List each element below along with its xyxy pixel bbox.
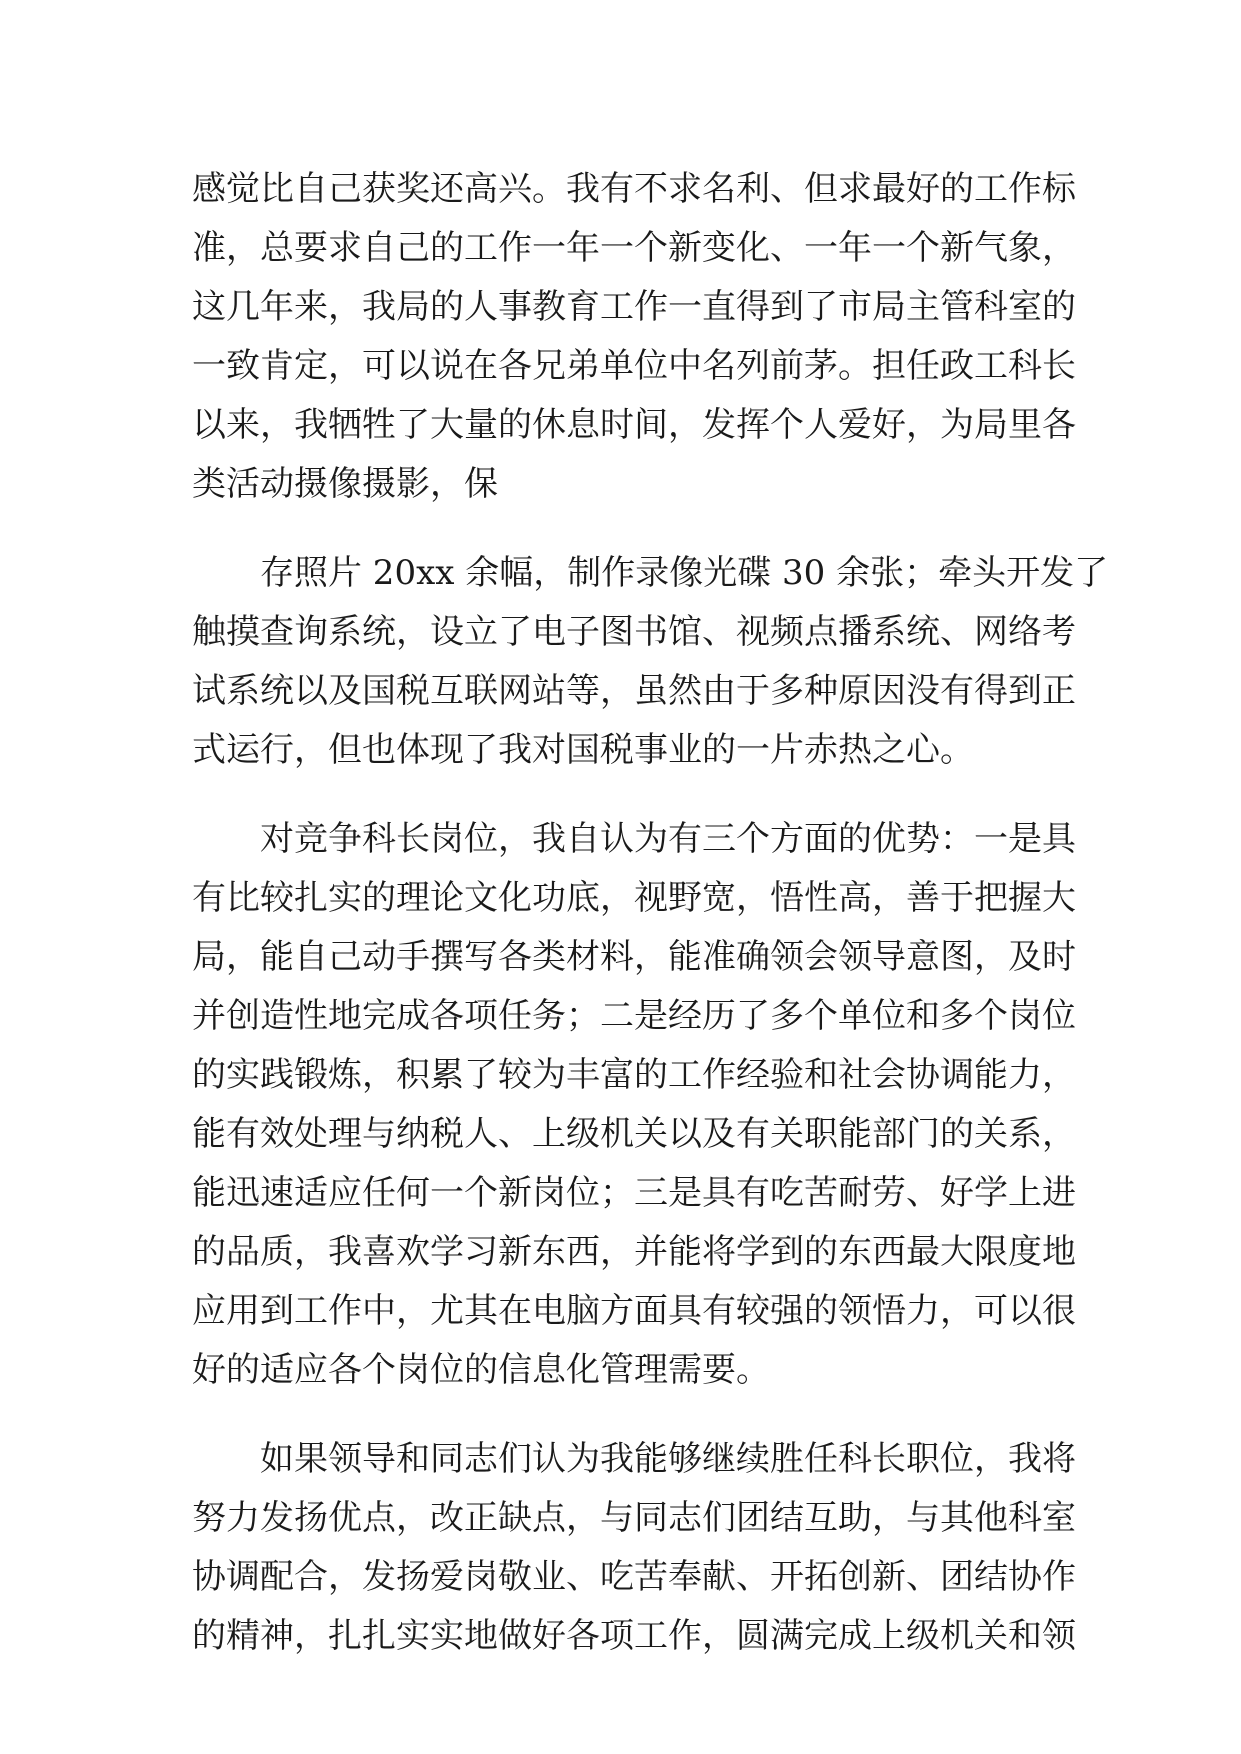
paragraph-gap bbox=[192, 780, 1058, 810]
text-line: 能迅速适应任何一个新岗位；三是具有吃苦耐劳、好学上进 bbox=[192, 1173, 1076, 1213]
text-line: 以来，我牺牲了大量的休息时间，发挥个人爱好，为局里各 bbox=[192, 405, 1076, 445]
text-line: 的实践锻炼，积累了较为丰富的工作经验和社会协调能力， bbox=[192, 1055, 1076, 1095]
paragraph bbox=[192, 1430, 1076, 1666]
text-line: 试系统以及国税互联网站等，虽然由于多种原因没有得到正 bbox=[192, 671, 1076, 711]
text-line: 好的适应各个岗位的信息化管理需要。 bbox=[192, 1350, 770, 1390]
text-line: 的精神，扎扎实实地做好各项工作，圆满完成上级机关和领 bbox=[192, 1616, 1076, 1656]
text-line: 一致肯定，可以说在各兄弟单位中名列前茅。担任政工科长 bbox=[192, 346, 1076, 386]
text-line: 的品质，我喜欢学习新东西，并能将学到的东西最大限度地 bbox=[192, 1232, 1076, 1272]
text-line: 能有效处理与纳税人、上级机关以及有关职能部门的关系， bbox=[192, 1114, 1076, 1154]
text-line: 感觉比自己获奖还高兴。我有不求名利、但求最好的工作标 bbox=[192, 169, 1076, 209]
text-line: 努力发扬优点，改正缺点，与同志们团结互助，与其他科室 bbox=[192, 1498, 1076, 1538]
text-line: 类活动摄像摄影，保 bbox=[192, 464, 498, 504]
text-line: 应用到工作中，尤其在电脑方面具有较强的领悟力，可以很 bbox=[192, 1291, 1076, 1331]
text-line: 对竞争科长岗位，我自认为有三个方面的优势：一是具 bbox=[260, 819, 1076, 859]
text-line: 协调配合，发扬爱岗敬业、吃苦奉献、开拓创新、团结协作 bbox=[192, 1557, 1076, 1597]
text-line: 如果领导和同志们认为我能够继续胜任科长职位，我将 bbox=[260, 1439, 1076, 1479]
paragraph bbox=[192, 160, 1076, 514]
text-line: 式运行，但也体现了我对国税事业的一片赤热之心。 bbox=[192, 730, 974, 770]
text-line: 有比较扎实的理论文化功底，视野宽，悟性高，善于把握大 bbox=[192, 878, 1076, 918]
document-body bbox=[192, 160, 1109, 1666]
text-line: 这几年来，我局的人事教育工作一直得到了市局主管科室的 bbox=[192, 287, 1076, 327]
paragraph bbox=[192, 810, 1076, 1400]
text-line: 并创造性地完成各项任务；二是经历了多个单位和多个岗位 bbox=[192, 996, 1076, 1036]
paragraph bbox=[192, 544, 1109, 780]
paragraph-gap bbox=[192, 514, 1058, 544]
text-line: 准，总要求自己的工作一年一个新变化、一年一个新气象， bbox=[192, 228, 1076, 268]
text-line: 触摸查询系统，设立了电子图书馆、视频点播系统、网络考 bbox=[192, 612, 1076, 652]
text-line: 局，能自己动手撰写各类材料，能准确领会领导意图，及时 bbox=[192, 937, 1076, 977]
paragraph-gap bbox=[192, 1400, 1058, 1430]
text-line: 存照片 20xx 余幅，制作录像光碟 30 余张；牵头开发了 bbox=[260, 553, 1109, 593]
